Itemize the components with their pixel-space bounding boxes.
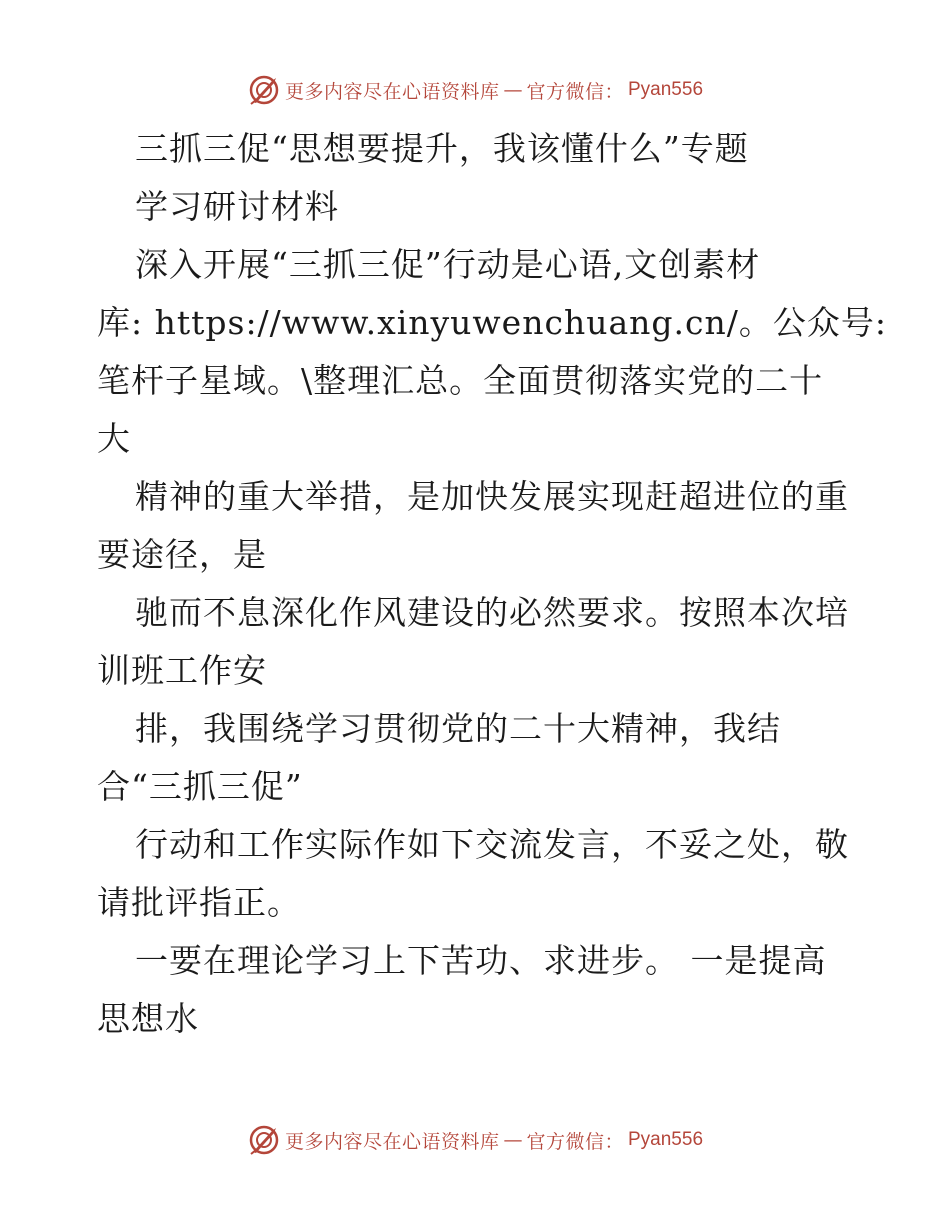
- paragraph-line: 合“三抓三促”: [97, 767, 303, 806]
- banner-contact-label: 官方微信：: [526, 80, 624, 103]
- paragraph-line: 排，我围绕学习贯彻党的二十大精神，我结: [135, 709, 781, 748]
- paragraph-line: 一要在理论学习上下苦功、求进步。 一是提高: [135, 941, 827, 980]
- paragraph-line: 库: https://www.xinyuwenchuang.cn/。公众号:: [97, 303, 887, 342]
- paragraph-line: 思想水: [97, 999, 199, 1038]
- document-title-line-2: 学习研讨材料: [135, 187, 339, 226]
- paragraph-line: 请批评指正。: [97, 883, 301, 922]
- quill-logo-icon: [247, 73, 281, 107]
- document-title-line-1: 三抓三促“思想要提升，我该懂什么”专题: [135, 129, 749, 168]
- paragraph-line: 要途径，是: [97, 535, 267, 574]
- header-watermark: [0, 70, 950, 110]
- banner-separator: —: [503, 79, 523, 101]
- quill-logo-icon: [247, 1123, 281, 1157]
- paragraph-line: 笔杆子星域。\整理汇总。全面贯彻落实党的二十: [97, 361, 824, 400]
- banner-contact-id: Pyan556: [628, 1129, 704, 1150]
- banner-site-text: 更多内容尽在心语资料库: [284, 1130, 500, 1153]
- document-body: [97, 120, 887, 1048]
- banner-site-text: 更多内容尽在心语资料库: [284, 80, 500, 103]
- paragraph-line: 深入开展“三抓三促”行动是心语,文创素材: [135, 245, 761, 284]
- footer-watermark: [0, 1120, 950, 1160]
- paragraph-line: 大: [97, 419, 131, 458]
- banner-contact-id: Pyan556: [628, 79, 704, 100]
- paragraph-line: 驰而不息深化作风建设的必然要求。按照本次培: [135, 593, 849, 632]
- paragraph-line: 精神的重大举措，是加快发展实现赶超进位的重: [135, 477, 849, 516]
- paragraph-line: 行动和工作实际作如下交流发言，不妥之处，敬: [135, 825, 849, 864]
- paragraph-line: 训班工作安: [97, 651, 267, 690]
- banner-separator: —: [503, 1129, 523, 1151]
- banner-contact-label: 官方微信：: [526, 1130, 624, 1153]
